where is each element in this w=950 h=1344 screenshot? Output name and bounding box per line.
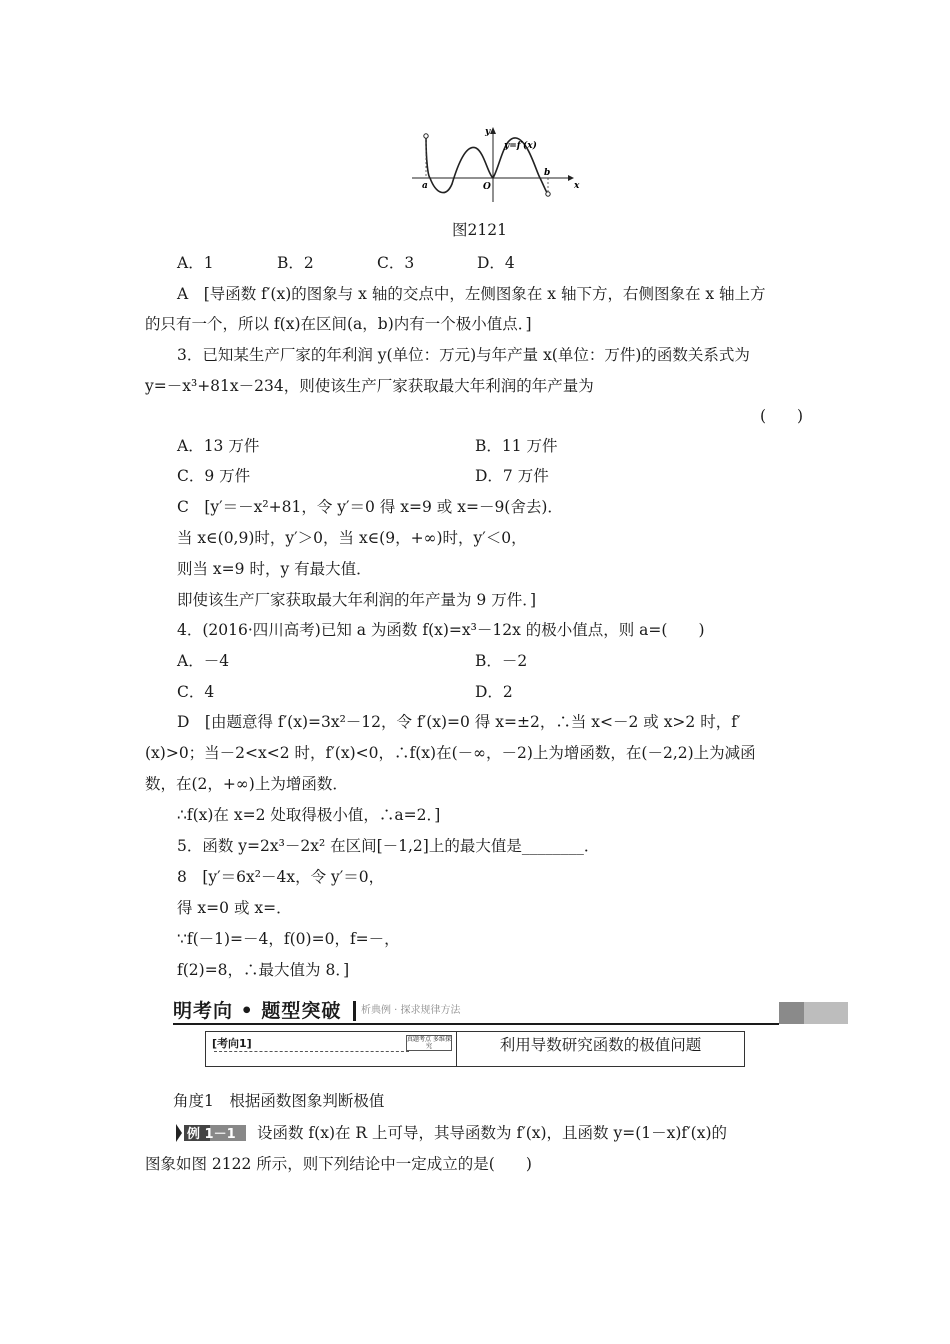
q4-answer-line4: ∴f(x)在 x=2 处取得极小值，∴a=2．] (177, 806, 441, 824)
section-divider (353, 1001, 356, 1021)
right-open-point (546, 192, 550, 196)
q3-answer-line2: 当 x∈(0,9)时，y′＞0，当 x∈(9，+∞)时，y′＜0， (177, 529, 527, 547)
q4-answer-line2: (x)>0；当－2<x<2 时，f′(x)<0，∴f(x)在(－∞，－2)上为增函数，在(－2,2)上为减函 (145, 744, 756, 762)
section-grey-block-dark (779, 1002, 804, 1024)
q3-option-b: B．11 万件 (475, 437, 558, 455)
curve-label: y=f′(x) (504, 141, 537, 151)
q4-option-a: A．－4 (177, 652, 230, 670)
section-underline (173, 1023, 779, 1025)
example-tag (176, 1124, 250, 1142)
q5-answer-line2: 得 x=0 或 x=． (177, 899, 292, 917)
kaoxiang-box (205, 1031, 745, 1067)
q5-answer-line4: f(2)=8，∴最大值为 8．] (177, 961, 350, 979)
q2-option-c: C．3 (377, 254, 415, 272)
derivative-graph (408, 126, 588, 204)
angle-heading: 角度1 根据函数图象判断极值 (173, 1092, 385, 1110)
example-line2: 图象如图 2122 所示，则下列结论中一定成立的是( ) (145, 1155, 532, 1173)
q5-stem: 5．函数 y=2x³－2x² 在区间[－1,2]上的最大值是________． (177, 837, 600, 855)
kaoxiang-left-cell (206, 1032, 457, 1066)
section-subtitle: 析典例 · 探求规律方法 (361, 1005, 461, 1016)
q2-answer-line1: A [导函数 f′(x)的图象与 x 轴的交点中，左侧图象在 x 轴下方，右侧图象在 x 轴上方 (177, 285, 766, 303)
example-line1: 设函数 f(x)在 R 上可导，其导函数为 f′(x)，且函数 y=(1－x)f′(x)的 (257, 1124, 728, 1142)
q4-option-c: C．4 (177, 683, 215, 701)
kaoxiang-dash-line (214, 1051, 409, 1052)
q4-option-b: B．－2 (475, 652, 528, 670)
origin-label: O (483, 182, 491, 192)
kaoxiang-mini-label: 真题考点 多维探究 (407, 1036, 451, 1050)
q5-answer-line3: ∵f(－1)=－4，f(0)=0，f=－， (177, 930, 400, 948)
section-title: 明考向 • 题型突破 (173, 1000, 342, 1022)
q3-option-a: A．13 万件 (177, 437, 260, 455)
q4-answer-line1: D [由题意得 f′(x)=3x²－12，令 f′(x)=0 得 x=±2，∴当 x<－2 或 x>2 时，f′ (177, 713, 741, 731)
q2-option-d: D．4 (477, 254, 515, 272)
a-label: a (422, 181, 428, 191)
q3-option-d: D．7 万件 (475, 467, 549, 485)
q3-stem-line1: 3．已知某生产厂家的年利润 y(单位：万元)与年产量 x(单位：万件)的函数关系式为 (177, 346, 750, 364)
q2-answer-line2: 的只有一个，所以 f(x)在区间(a，b)内有一个极小值点．] (145, 315, 532, 333)
example-tag-text: 例 1－1 (187, 1127, 236, 1142)
y-axis-label: y (485, 127, 491, 137)
q2-option-b: B．2 (277, 254, 314, 272)
section-grey-block-light (804, 1002, 848, 1024)
q3-answer-bracket: ( ) (760, 407, 804, 425)
section-header (173, 998, 848, 1026)
q3-stem-line2: y=－x³+81x－234，则使该生产厂家获取最大年利润的年产量为 (145, 377, 594, 395)
q4-option-d: D．2 (475, 683, 513, 701)
kaoxiang-tag: [考向1] (212, 1037, 252, 1050)
q4-answer-line3: 数，在(2，+∞)上为增函数． (145, 775, 348, 793)
x-axis-label: x (574, 181, 580, 191)
q5-answer-line1: 8 [y′＝6x²－4x，令 y′＝0， (177, 868, 385, 886)
b-label: b (544, 168, 551, 178)
figure-caption: 图2121 (452, 221, 507, 239)
q3-answer-line4: 即使该生产厂家获取最大年利润的年产量为 9 万件．] (177, 591, 537, 609)
kaoxiang-title: 利用导数研究函数的极值问题 (499, 1036, 702, 1054)
q3-answer-line3: 则当 x=9 时，y 有最大值． (177, 560, 372, 578)
q3-answer-line1: C [y′＝－x²+81，令 y′＝0 得 x=9 或 x=－9(舍去)． (177, 498, 563, 516)
y-axis-arrow (490, 127, 496, 134)
q2-option-a: A．1 (177, 254, 214, 272)
left-open-point (424, 134, 428, 138)
q3-option-c: C．9 万件 (177, 467, 251, 485)
q4-stem: 4．(2016·四川高考)已知 a 为函数 f(x)=x³－12x 的极小值点，则 a=( ) (177, 621, 705, 639)
